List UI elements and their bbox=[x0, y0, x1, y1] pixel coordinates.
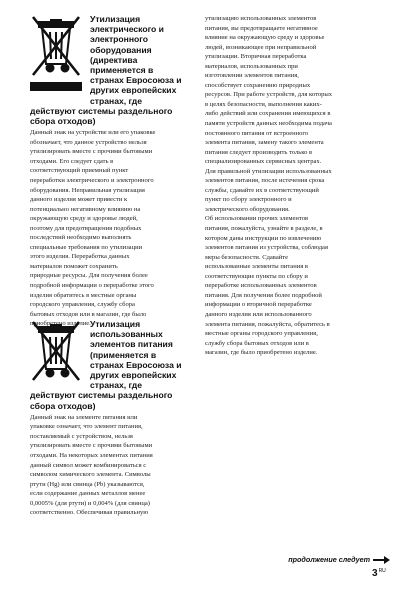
weee-heading-continued bbox=[30, 106, 199, 126]
heading-line: Утилизация bbox=[90, 319, 141, 329]
text-line: утилизировать вместе с прочими бытовыми bbox=[30, 442, 153, 450]
text-line: символом химического элемента. Символы bbox=[30, 471, 151, 479]
page-number bbox=[372, 568, 386, 579]
text-line: элемента питания, замену такого элемента bbox=[205, 139, 324, 147]
heading-line: электрического и bbox=[90, 24, 164, 35]
text-line: материалов, использованных при bbox=[205, 62, 298, 70]
heading-line: оборудования bbox=[90, 44, 152, 55]
text-line: элемента питания, пожалуйста, обратитесь в bbox=[205, 320, 330, 328]
text-line: данного изделия или использованного bbox=[205, 310, 312, 318]
heading-line: (директива bbox=[90, 54, 138, 65]
heading-line: странах Евросоюза и bbox=[90, 75, 182, 86]
text-line: Данный знак на элементе питания или bbox=[30, 413, 138, 421]
text-line: ртути (Hg) или свинца (Pb) указываются, bbox=[30, 480, 145, 488]
heading-line: других европейских bbox=[90, 370, 177, 381]
text-line: утилизации. Вторичная переработка bbox=[205, 53, 307, 61]
continued-note: продолжение следует bbox=[288, 555, 370, 564]
heading-line: сбора отходов) bbox=[30, 400, 96, 411]
text-line: меры безопасности. Сдавайте bbox=[205, 253, 288, 261]
text-line: соответственно. Обеспечивая правильную bbox=[30, 509, 149, 517]
text-line: переработке использованных элементов bbox=[205, 282, 317, 290]
text-line: природные ресурсы. Для получения более bbox=[30, 272, 148, 280]
text-line: магазин, где было приобретено изделие. bbox=[205, 349, 318, 357]
text-line: 0,0005% (для ртути) и 0,004% (для свинца) bbox=[30, 499, 150, 507]
page-language-code: RU bbox=[378, 568, 386, 574]
text-line: этого изделия. Переработка данных bbox=[30, 253, 130, 261]
battery-body bbox=[30, 413, 199, 518]
text-line: людей, возникающее при неправильной bbox=[205, 43, 317, 51]
text-line: использованные элементы питания в bbox=[205, 263, 308, 271]
text-line: оборудования. Неправильная утилизация bbox=[30, 186, 145, 194]
weee-body bbox=[30, 128, 199, 328]
heading-line: (применяется в bbox=[90, 349, 157, 360]
heading-line: использованных bbox=[90, 329, 163, 340]
text-line: переработки электрического и электронного bbox=[30, 176, 154, 184]
text-line: изделия обратитесь в местные органы bbox=[30, 291, 137, 299]
text-line: потенциально негативному влиянию на bbox=[30, 205, 141, 213]
text-line: изготовлении элементов питания, bbox=[205, 72, 299, 80]
text-line: если содержание данных металлов менее bbox=[30, 490, 146, 498]
text-line: материалов поможет сохранить bbox=[30, 262, 118, 270]
text-line: способствует сохранению природных bbox=[205, 81, 311, 89]
text-line: отходами. Его следует сдать в bbox=[30, 157, 114, 165]
text-line: элементов питания, после истечения срока bbox=[205, 177, 325, 185]
battery-heading-continued bbox=[30, 390, 199, 410]
text-line: Об использовании прочих элементов bbox=[205, 215, 309, 223]
text-line: утилизацию использованных элементов bbox=[205, 15, 317, 22]
heading-line: действуют системы раздельного bbox=[30, 390, 173, 401]
text-line: приобретено изделие. bbox=[30, 320, 91, 328]
battery-bin-icon bbox=[30, 319, 82, 383]
text-line: соответствующий приемный пункт bbox=[30, 167, 129, 175]
text-line: котором даны инструкции по извлечению bbox=[205, 234, 322, 242]
text-line: питания следует производить только в bbox=[205, 148, 313, 156]
heading-line: других европейских bbox=[90, 85, 177, 96]
text-line: в целях безопасности, выполнения каких- bbox=[205, 100, 322, 108]
heading-line: странах, где bbox=[90, 95, 143, 106]
weee-black-bar bbox=[30, 82, 82, 91]
text-line: Данный знак на устройстве или его упаковке bbox=[30, 129, 156, 137]
text-line: элементов питания из устройства, соблюдая bbox=[205, 244, 328, 252]
text-line: памяти устройств данных необходима подача bbox=[205, 120, 332, 128]
battery-section bbox=[30, 319, 199, 518]
text-line: соответствующие пункты по сбору и bbox=[205, 272, 308, 280]
text-line: влияние на окружающую среду и здоровье bbox=[205, 34, 325, 42]
text-line: специальные требования по утилизации bbox=[30, 243, 143, 251]
heading-line: странах, где bbox=[90, 380, 143, 391]
right-column-text bbox=[205, 14, 390, 358]
heading-line: элементов питания bbox=[90, 339, 173, 350]
battery-heading bbox=[90, 319, 199, 390]
text-line: специализированных сервисных центрах. bbox=[205, 158, 322, 166]
text-line: поэтому для предотвращения подобных bbox=[30, 224, 142, 232]
text-line: отходами. На некоторых элементах питания bbox=[30, 452, 153, 460]
text-line: информации о вторичной переработке bbox=[205, 301, 312, 309]
heading-line: странах Евросоюза и bbox=[90, 359, 182, 370]
text-line: ресурсов. При работе устройств, для которых bbox=[205, 91, 333, 99]
right-body bbox=[205, 14, 390, 358]
text-line: службу сбора бытовых отходов или в bbox=[205, 339, 309, 347]
battery-heading-block bbox=[30, 319, 199, 411]
text-line: городского управления, службу сбора bbox=[30, 301, 135, 309]
text-line: питания. Для получения более подробной bbox=[205, 291, 322, 299]
page-number-value: 3 bbox=[372, 568, 378, 579]
heading-line: сбора отходов) bbox=[30, 116, 96, 127]
text-line: электрического оборудования. bbox=[205, 205, 290, 213]
weee-heading bbox=[90, 14, 199, 106]
heading-line: действуют системы раздельного bbox=[30, 105, 173, 116]
text-line: пункт по сбору электронного и bbox=[205, 196, 292, 204]
text-line: подробной информации о переработке этого bbox=[30, 281, 154, 289]
text-line: службы, сдавайте их в соответствующий bbox=[205, 186, 319, 194]
text-line: данного изделия может привести к bbox=[30, 196, 128, 204]
text-line: питания, пожалуйста, узнайте в разделе, в bbox=[205, 225, 323, 233]
heading-line: применяется в bbox=[90, 65, 154, 76]
heading-line: электронного bbox=[90, 34, 149, 45]
text-line: последствий необходимо выполнять bbox=[30, 234, 132, 242]
text-line: Для правильной утилизации использованных bbox=[205, 167, 332, 175]
text-line: упаковке означает, что элемент питания, bbox=[30, 423, 143, 431]
text-line: питания, вы предотвращаете негативное bbox=[205, 24, 318, 32]
text-line: местные органы городского управления, bbox=[205, 330, 318, 338]
weee-heading-block bbox=[30, 14, 199, 126]
text-line: данный символ может комбинироваться с bbox=[30, 461, 147, 469]
weee-section bbox=[30, 14, 199, 329]
text-line: либо действий или сохранения имеющихся в bbox=[205, 110, 331, 118]
weee-bin-icon bbox=[30, 14, 82, 91]
arrow-right-icon bbox=[373, 559, 385, 561]
text-line: бытовых отходов или в магазин, где было bbox=[30, 310, 147, 318]
text-line: постоянного питания от встроенного bbox=[205, 129, 309, 137]
text-line: поставляемый с устройством, нельзя bbox=[30, 432, 133, 440]
text-line: утилизировать вместе с прочими бытовыми bbox=[30, 148, 153, 156]
text-line: окружающую среду и здоровье людей, bbox=[30, 215, 138, 223]
heading-line: Утилизация bbox=[90, 14, 141, 24]
text-line: обозначает, что данное устройство нельзя bbox=[30, 138, 147, 146]
